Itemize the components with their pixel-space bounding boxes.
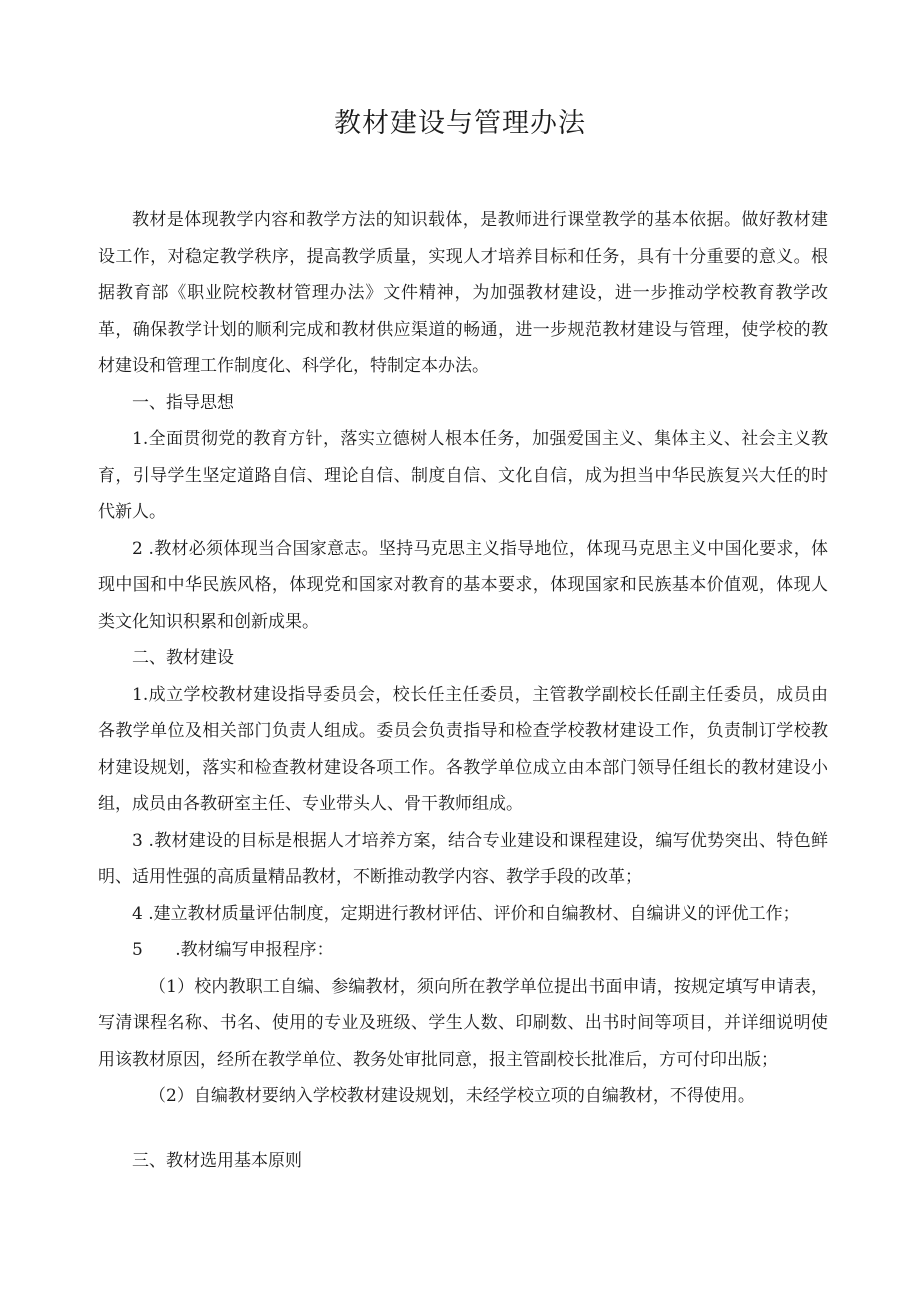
section1-item-1: 1.全面贯彻党的教育方针，落实立德树人根本任务，加强爱国主义、集体主义、社会主义教育，引导学生坚定道路自信、理论自信、制度自信、文化自信，成为担当中华民族复兴大任的时代新人。: [98, 429, 828, 522]
section2-item-3: 3 .教材建设的目标是根据人才培养方案，结合专业建设和课程建设，编写优势突出、特色鲜明、适用性强的高质量精品教材，不断推动教学内容、教学手段的改革；: [98, 830, 828, 887]
section-heading-selection-principles: 三、教材选用基本原则: [132, 1150, 302, 1171]
section2-subitem-1: （1）校内教职工自编、参编教材，须向所在教学单位提出书面申请，按规定填写申请表，写清课程名称、书名、使用的专业及班级、学生人数、印刷数、出书时间等项目，并详细说明使用该教材原因，经所在教学单位、教务处审批同意，报主管副校长批准后，方可付印出版；: [98, 976, 828, 1070]
section-heading-guiding-thought: 一、指导思想: [132, 392, 234, 413]
section2-subitem-2: （2）自编教材要纳入学校教材建设规划，未经学校立项的自编教材，不得使用。: [149, 1086, 755, 1106]
section2-item-4: 4 .建立教材质量评估制度，定期进行教材评估、评价和自编教材、自编讲义的评优工作；: [132, 903, 800, 924]
document-title: 教材建设与管理办法: [334, 108, 586, 139]
section2-item-1: 1.成立学校教材建设指导委员会，校长任主任委员，主管教学副校长任副主任委员，成员由各教学单位及相关部门负责人组成。委员会负责指导和检查学校教材建设工作，负责制订学校教材建设规划，落实和检查教材建设各项工作。各教学单位成立由本部门领导任组长的教材建设小组，成员由各教研室主任、专业带头人、骨干教师组成。: [98, 684, 828, 814]
section1-item-2: 2 .教材必须体现当合国家意志。坚持马克思主义指导地位，体现马克思主义中国化要求，体现中国和中华民族风格，体现党和国家对教育的基本要求，体现国家和民族基本价值观，体现人类文化知识积累和创新成果。: [98, 538, 828, 632]
section-heading-textbook-construction: 二、教材建设: [132, 648, 234, 668]
section2-item-5: 5 .教材编写申报程序：: [132, 940, 334, 960]
document-body: [98, 202, 828, 1179]
intro-paragraph: 教材是体现教学内容和教学方法的知识载体，是教师进行课堂教学的基本依据。做好教材建设工作，对稳定教学秩序，提高教学质量，实现人才培养目标和任务，具有十分重要的意义。根据教育部《职业院校教材管理办法》文件精神，为加强教材建设，进一步推动学校教育教学改革，确保教学计划的顺利完成和教材供应渠道的畅通，进一步规范教材建设与管理，使学校的教材建设和管理工作制度化、科学化，特制定本办法。: [98, 210, 828, 376]
